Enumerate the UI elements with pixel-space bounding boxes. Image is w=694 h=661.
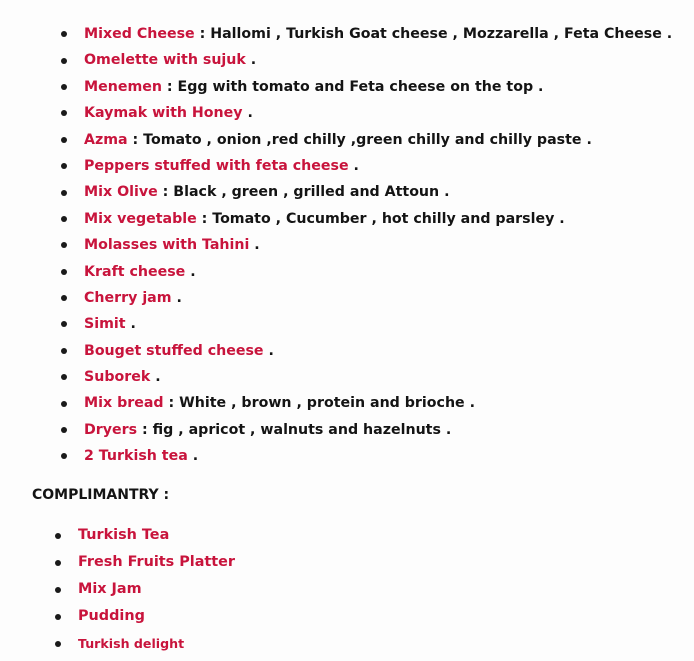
bullet-icon [61,31,67,37]
item-terminator: . [554,210,565,227]
complimentary-item-label: Pudding [78,608,145,624]
item-description: : Tomato , onion ,red chilly ,green chilly and chilly paste [127,131,582,148]
item-name: Azma [84,131,128,148]
bullet-icon [61,374,67,380]
breakfast-items-list [58,21,672,470]
bullet-icon [61,269,67,275]
item-name: Peppers stuffed with feta cheese [84,157,349,174]
bullet-icon [61,137,67,143]
list-item [52,576,235,603]
list-item [58,47,672,73]
bullet-icon [61,427,67,433]
list-item [58,338,672,364]
bullet-icon [61,84,67,90]
item-name: Cherry jam [84,289,172,306]
bullet-icon [55,560,61,566]
item-terminator: . [171,289,182,306]
list-item [58,74,672,100]
item-terminator: . [185,263,196,280]
list-item [58,127,672,153]
list-item [58,443,672,469]
bullet-icon [55,587,61,593]
item-description: : Tomato , Cucumber , hot chilly and parsley [196,210,555,227]
item-name: Dryers [84,421,138,438]
list-item [58,285,672,311]
list-item [58,364,672,390]
item-terminator: . [245,52,257,69]
item-description: : Black , green , grilled and Attoun [157,184,440,201]
list-item [58,311,672,337]
item-name: Mix Olive [84,184,158,201]
item-name: Bouget stuffed cheese [84,342,264,359]
item-name: Simit [84,316,126,333]
item-description: : Hallomi , Turkish Goat cheese , Mozzarella , Feta Cheese [194,26,662,42]
list-item [58,206,672,232]
complimentary-item-label: Mix Jam [78,581,142,597]
item-terminator: . [440,421,452,438]
bullet-icon [61,242,67,248]
list-item [58,417,672,443]
item-terminator: . [439,184,450,201]
list-item [58,153,672,179]
list-item [58,179,672,205]
item-name: Mix bread [84,395,164,412]
bullet-icon [55,533,61,539]
item-terminator: . [249,237,260,254]
item-terminator: . [187,448,199,465]
item-name: Suborek [84,369,151,386]
item-terminator: . [150,369,161,386]
list-item [58,390,672,416]
complimentary-items-list [52,522,235,657]
item-terminator: . [263,342,274,359]
bullet-icon [61,321,67,327]
bullet-icon [61,216,67,222]
complimentary-item-label: Fresh Fruits Platter [78,554,236,570]
item-terminator: . [242,105,253,122]
item-name: Kraft cheese [84,263,186,280]
bullet-icon [61,295,67,301]
bullet-icon [61,453,67,459]
list-item [58,232,672,258]
list-item [52,603,235,630]
item-name: Mix vegetable [84,210,197,227]
item-name: Kaymak with Honey [84,105,243,122]
item-name: 2 Turkish tea [84,448,188,465]
complimentary-heading: COMPLIMANTRY : [32,487,170,503]
list-item [58,21,672,47]
complimentary-item-label: Turkish delight [78,636,185,651]
item-description: : fig , apricot , walnuts and hazelnuts [137,421,441,438]
item-terminator: . [581,131,592,148]
item-name: Omelette with sujuk [84,52,246,69]
list-item [58,100,672,126]
item-terminator: . [661,26,673,42]
item-terminator: . [464,395,476,412]
item-terminator: . [533,78,544,95]
bullet-icon [55,641,61,647]
list-item [52,549,235,576]
complimentary-item-label: Turkish Tea [78,527,170,543]
item-name: Mixed Cheese [84,26,195,42]
bullet-icon [61,190,67,196]
list-item [58,259,672,285]
bullet-icon [61,163,67,169]
list-item [52,522,235,549]
item-terminator: . [125,316,136,333]
bullet-icon [55,614,61,620]
item-description: : White , brown , protein and brioche [163,395,465,412]
bullet-icon [61,401,67,407]
bullet-icon [61,58,67,64]
bullet-icon [61,110,67,116]
list-item [52,630,235,657]
bullet-icon [61,348,67,354]
item-name: Menemen [84,78,162,95]
item-terminator: . [348,157,359,174]
item-description: : Egg with tomato and Feta cheese on the top [161,78,534,95]
item-name: Molasses with Tahini [84,237,250,254]
